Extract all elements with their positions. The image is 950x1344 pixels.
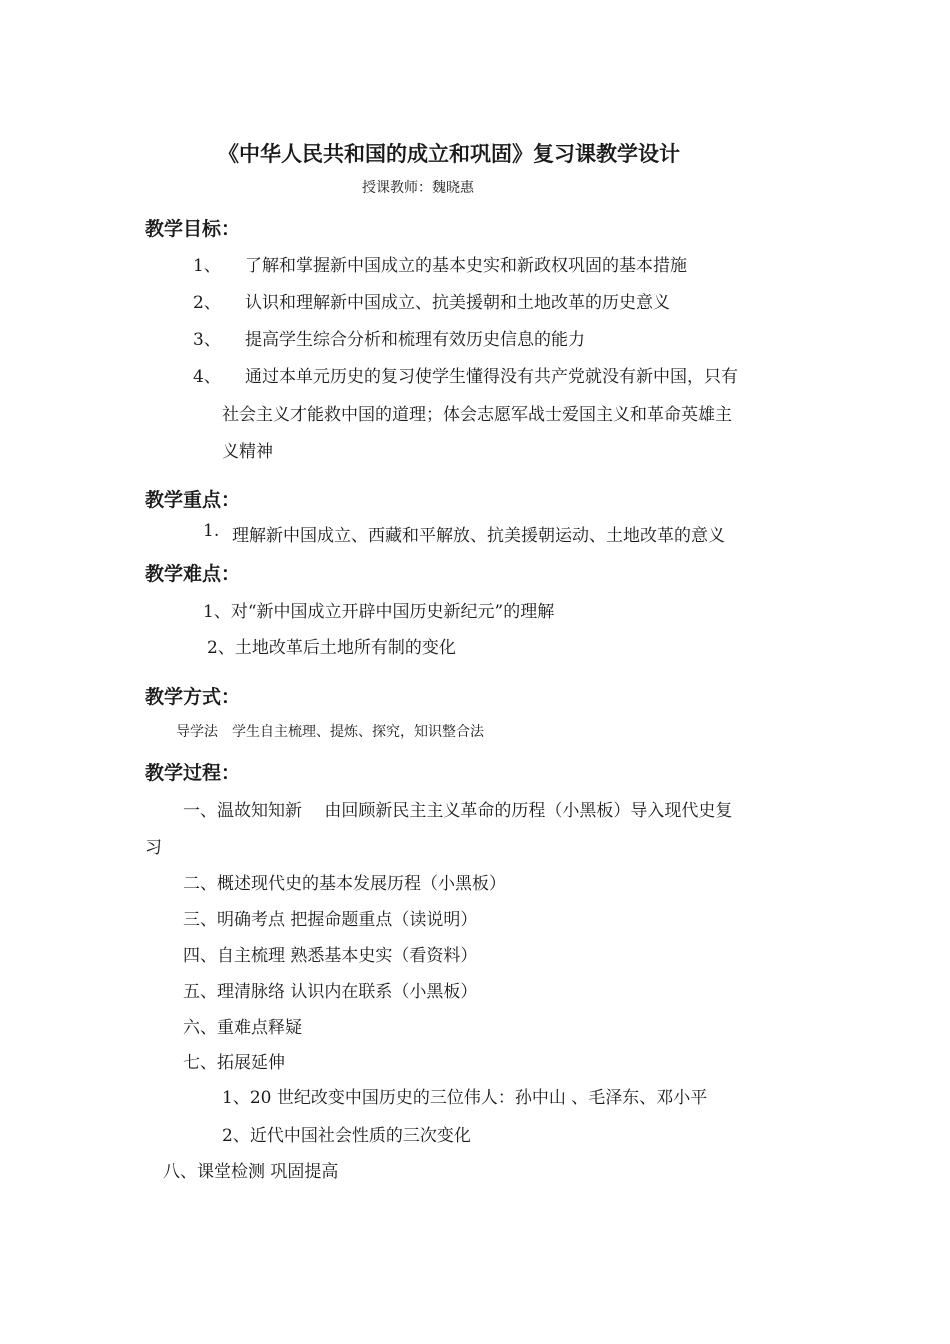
objective-number: 3、	[193, 330, 221, 350]
objective-number: 4、	[193, 367, 221, 387]
objective-text: 通过本单元历史的复习使学生懂得没有共产党就没有新中国，只有	[245, 367, 738, 387]
methods-text: 导学法 学生自主梳理、提炼、探究，知识整合法	[176, 724, 484, 740]
process-sub-item: 1、20 世纪改变中国历史的三位伟人：孙中山 、毛泽东、邓小平	[222, 1088, 708, 1108]
process-step-continued: 习	[145, 838, 162, 858]
process-step: 一、温故知知新 由回顾新民主主义革命的历程（小黑板）导入现代史复	[183, 801, 733, 821]
key-points-heading: 教学重点：	[145, 489, 241, 511]
process-heading: 教学过程：	[145, 762, 241, 784]
objectives-heading: 教学目标：	[145, 218, 241, 240]
process-step: 五、理清脉络 认识内在联系（小黑板）	[183, 982, 478, 1002]
difficulty-item: 2、土地改革后土地所有制的变化	[207, 638, 456, 658]
objective-text: 了解和掌握新中国成立的基本史实和新政权巩固的基本措施	[245, 256, 687, 276]
process-step: 三、明确考点 把握命题重点（读说明）	[183, 910, 478, 930]
difficulties-heading: 教学难点：	[145, 563, 241, 585]
objective-text-continued: 社会主义才能救中国的道理；体会志愿军战士爱国主义和革命英雄主	[222, 405, 732, 425]
process-sub-item: 2、近代中国社会性质的三次变化	[222, 1126, 471, 1146]
difficulty-item: 1、对“新中国成立开辟中国历史新纪元”的理解	[203, 602, 555, 622]
page-title: 《中华人民共和国的成立和巩固》复习课教学设计	[218, 142, 680, 166]
objective-text: 认识和理解新中国成立、抗美援朝和土地改革的历史意义	[245, 293, 670, 313]
objective-text-continued: 义精神	[222, 442, 273, 462]
process-step: 二、概述现代史的基本发展历程（小黑板）	[183, 874, 506, 894]
objective-number: 1、	[193, 256, 221, 276]
process-step: 七、拓展延伸	[183, 1053, 285, 1073]
objective-number: 2、	[193, 293, 221, 313]
teacher-name: 授课教师：魏晓惠	[362, 180, 474, 196]
key-point-number: 1.	[203, 521, 220, 541]
objective-text: 提高学生综合分析和梳理有效历史信息的能力	[245, 330, 585, 350]
methods-heading: 教学方式：	[145, 686, 241, 708]
process-step: 六、重难点释疑	[183, 1018, 302, 1038]
process-step: 八、课堂检测 巩固提高	[163, 1162, 339, 1182]
process-step: 四、自主梳理 熟悉基本史实（看资料）	[183, 946, 478, 966]
key-point-text: 理解新中国成立、西藏和平解放、抗美援朝运动、土地改革的意义	[232, 526, 725, 546]
